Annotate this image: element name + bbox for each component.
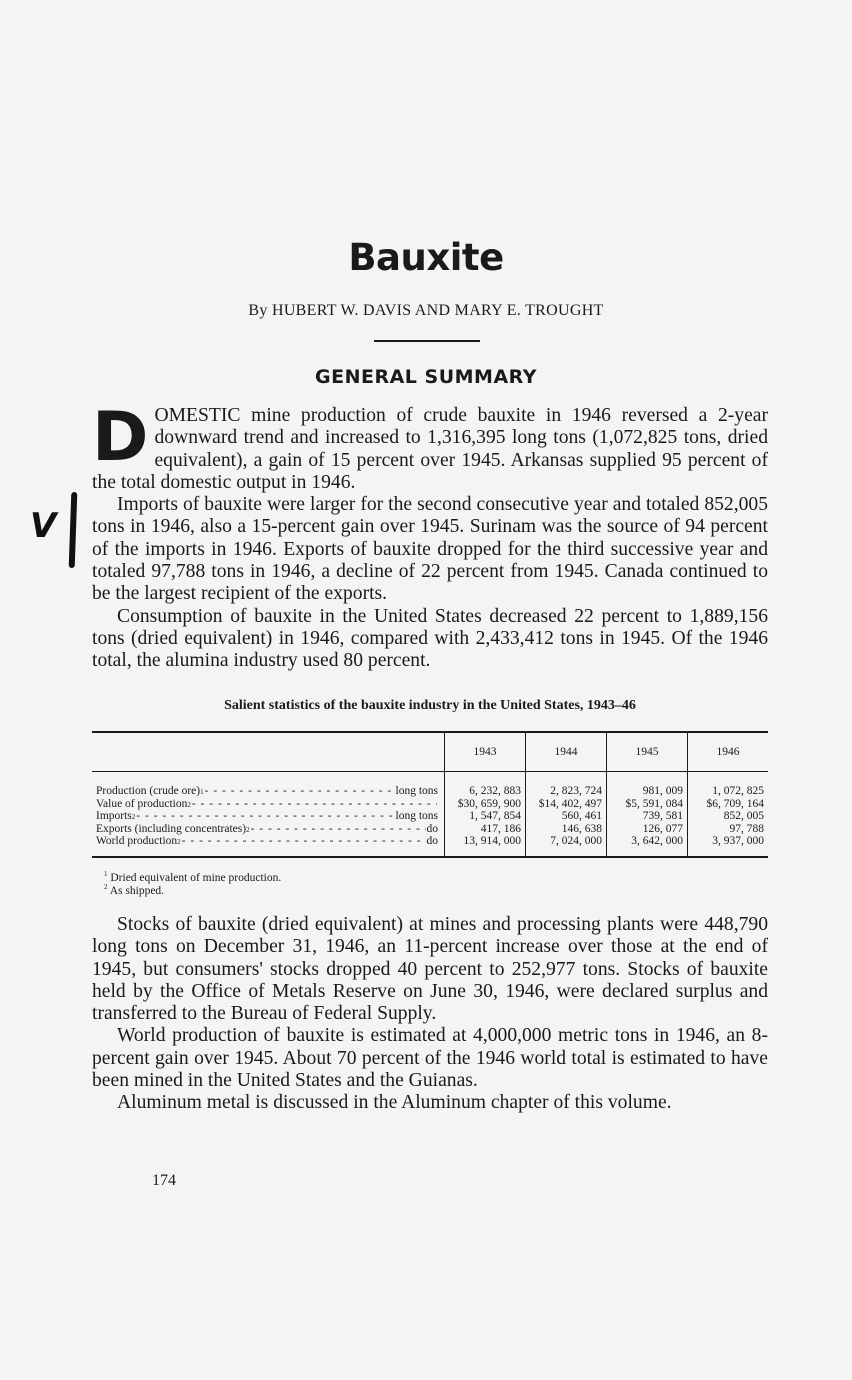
table-header-year: 1945	[607, 732, 688, 772]
leader-dots	[205, 785, 395, 798]
table-footnotes	[104, 872, 281, 898]
row-label: Value of production	[96, 797, 188, 810]
intro-paragraph-1-text: OMESTIC mine production of crude bauxite in 1946 reversed a 2-year downward trend and increased to 1,316,395 long tons (1,072,825 tons, dried equivalent), a gain of 15 percent over 1945. Arkansas supplied 95 percent of the total domestic output in 1946.	[92, 405, 768, 493]
row-unit: long tons	[395, 810, 438, 822]
table-cell: 1, 072, 825	[688, 772, 769, 798]
dropcap-letter: D	[92, 398, 149, 477]
table-cell: 146, 638	[526, 823, 607, 836]
table-cell: $30, 659, 900	[445, 798, 526, 811]
footnote	[104, 872, 281, 885]
table-title: Salient statistics of the bauxite industry in the United States, 1943–46	[224, 698, 636, 713]
row-label: Exports (including concentrates)	[96, 822, 247, 835]
salient-statistics-table	[92, 731, 768, 858]
row-label: Production (crude ore)	[96, 785, 201, 797]
closing-text	[92, 914, 768, 1115]
table-cell: 852, 005	[688, 810, 769, 823]
table-row	[92, 810, 768, 823]
row-label-cell: Exports (including concentrates) 2 - - - do	[92, 823, 445, 836]
table-cell: $14, 402, 497	[526, 798, 607, 811]
table-cell: 97, 788	[688, 823, 769, 836]
leader-dots	[182, 835, 426, 848]
byline-by: By	[248, 302, 268, 319]
leader-dots	[192, 798, 437, 811]
intro-paragraph-2: Imports of bauxite were larger for the second consecutive year and totaled 852,005 tons in 1946, also a 15-percent gain over 1945. Surinam was the source of 94 percent of the imports in 1946. Exports of bauxite dropped for the third successive year and totaled 97,788 tons in 1946, a decline of 22 percent from 1945. Canada continued to be the largest recipient of the exports.	[92, 494, 768, 605]
table-cell: 417, 186	[445, 823, 526, 836]
table-cell: 2, 823, 724	[526, 772, 607, 798]
table-cell: 6, 232, 883	[445, 772, 526, 798]
chapter-title: Bauxite	[348, 236, 504, 279]
table-cell: $5, 591, 084	[607, 798, 688, 811]
footnote-mark: 1	[104, 870, 108, 879]
row-unit: do	[426, 835, 438, 847]
table-cell: 3, 937, 000	[688, 835, 769, 857]
section-heading: GENERAL SUMMARY	[315, 366, 537, 388]
table-cell: 3, 642, 000	[607, 835, 688, 857]
leader-dots	[251, 823, 426, 836]
table-cell: 7, 024, 000	[526, 835, 607, 857]
footnote-text: As shipped.	[109, 885, 165, 897]
intro-paragraph-3: Consumption of bauxite in the United States decreased 22 percent to 1,889,156 tons (dried equivalent) in 1946, compared with 2,433,412 tons in 1945. Of the 1946 total, the alumina industry used 80 percent.	[92, 605, 768, 672]
closing-paragraph-3: Aluminum metal is discussed in the Aluminum chapter of this volume.	[117, 1092, 672, 1114]
intro-paragraph-1	[92, 398, 768, 494]
table-cell: $6, 709, 164	[688, 798, 769, 811]
leader-dots	[136, 810, 394, 823]
byline-authors: HUBERT W. DAVIS AND MARY E. TROUGHT	[271, 302, 604, 319]
footnote-text: Dried equivalent of mine production.	[110, 872, 282, 884]
table-cell: 13, 914, 000	[445, 835, 526, 857]
row-label: Imports	[96, 810, 132, 822]
table-header-blank	[92, 732, 445, 772]
table-cell: 560, 461	[526, 810, 607, 823]
closing-paragraph-1: Stocks of bauxite (dried equivalent) at mines and processing plants were 448,790 long tons on December 31, 1946, an 11-percent increase over those at the end of 1945, but consumers' stocks dropped 40 percent to 252,977 tons. Stocks of bauxite held by the Office of Metals Reserve on June 30, 1946, were declared surplus and transferred to the Bureau of Federal Supply.	[92, 914, 768, 1025]
page-number: 174	[152, 1172, 176, 1189]
row-label: World production	[96, 835, 178, 847]
byline	[0, 302, 852, 320]
margin-check-mark: V	[30, 506, 57, 546]
footnote-mark: 2	[104, 883, 108, 892]
row-unit: long tons	[395, 785, 438, 797]
table-body	[92, 772, 768, 857]
table-header-year: 1944	[526, 732, 607, 772]
intro-text	[92, 398, 768, 673]
table-header-year: 1946	[688, 732, 769, 772]
table-row	[92, 772, 768, 798]
table-row	[92, 823, 768, 836]
margin-bar-mark	[69, 492, 78, 568]
table-cell: 739, 581	[607, 810, 688, 823]
footnote	[104, 885, 281, 898]
table-cell: 126, 077	[607, 823, 688, 836]
row-label-cell: Imports 2 - - - long tons	[92, 810, 445, 823]
table-cell: 981, 009	[607, 772, 688, 798]
row-label-cell: Value of production 2 - - -	[92, 798, 445, 811]
row-unit: do	[426, 822, 438, 835]
title-rule	[374, 340, 480, 342]
table-row	[92, 798, 768, 811]
table-cell: 1, 547, 854	[445, 810, 526, 823]
table-header-row	[92, 732, 768, 772]
closing-paragraph-2: World production of bauxite is estimated at 4,000,000 metric tons in 1946, an 8-percent gain over 1945. About 70 percent of the 1946 world total is estimated to have been mined in the United States and the Guianas.	[92, 1025, 768, 1092]
table-header-year: 1943	[445, 732, 526, 772]
row-label-cell: World production 2 - - - do	[92, 835, 445, 857]
table-row	[92, 835, 768, 857]
row-label-cell: Production (crude ore) 1 - - - long tons	[92, 772, 445, 798]
